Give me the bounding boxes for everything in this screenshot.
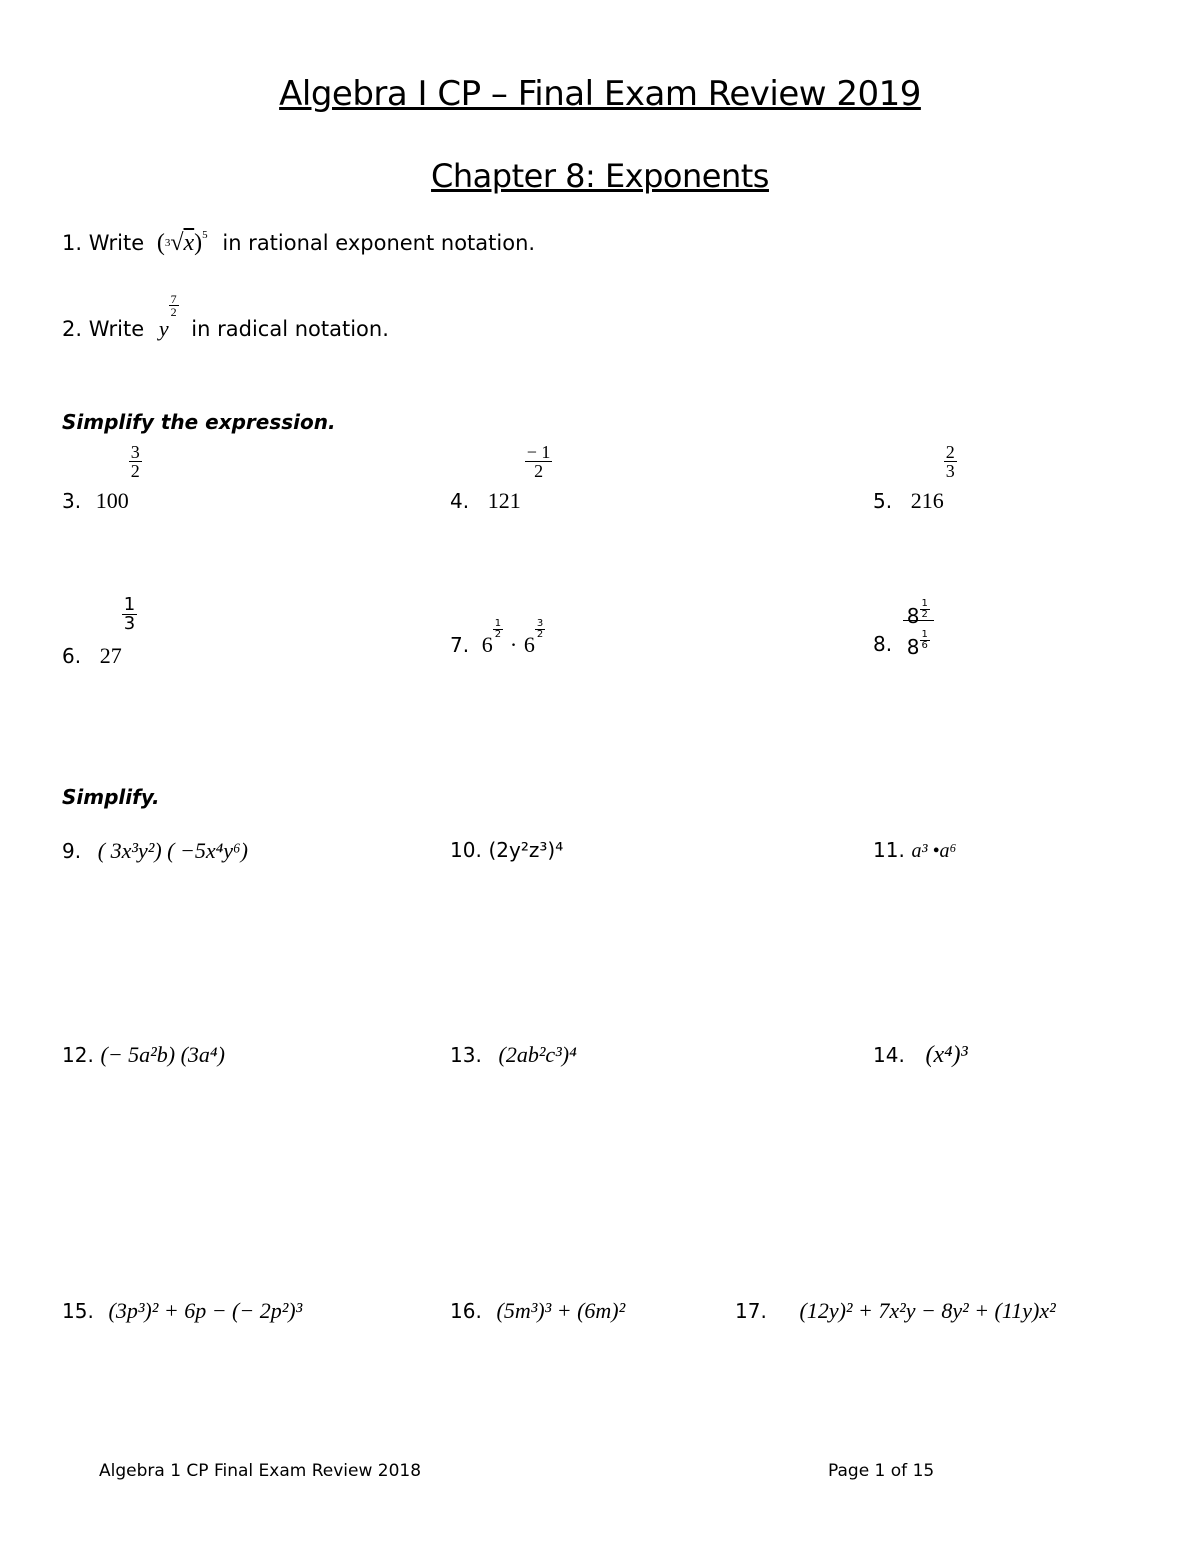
question-2-text: in radical notation. [191, 317, 389, 341]
question-9 [62, 838, 248, 864]
question-7-exponent-1 [493, 619, 503, 640]
question-7-base-2: 6 [523, 632, 535, 657]
question-7-label: 7. [450, 633, 470, 657]
exp-numerator: 2 [945, 442, 955, 462]
question-12-label: 12. [62, 1043, 94, 1067]
question-17 [735, 1298, 1056, 1324]
fraction-denominator [903, 627, 934, 659]
exp-numerator: − 1 [526, 442, 551, 462]
question-13 [450, 1042, 577, 1068]
question-12 [62, 1042, 225, 1068]
footer-document-title: Algebra 1 CP Final Exam Review 2018 [99, 1461, 422, 1481]
radicand: x [183, 230, 195, 256]
outer-exponent: 5 [202, 229, 208, 241]
exp-denominator: 2 [494, 629, 502, 640]
question-14 [873, 1042, 968, 1069]
question-16 [450, 1298, 625, 1324]
question-4 [450, 442, 552, 513]
section-heading-simplify: Simplify. [62, 785, 160, 809]
question-8-fraction [903, 596, 934, 659]
question-9-expression: ( 3x³y²) ( −5x⁴y⁶) [97, 838, 248, 863]
question-17-label: 17. [735, 1299, 767, 1323]
question-7-exponent-2 [535, 619, 545, 640]
fraction-numerator [903, 596, 934, 628]
question-11-expression: a³ •a⁶ [911, 840, 957, 862]
question-8 [873, 596, 934, 659]
question-2 [62, 292, 389, 346]
exp-denominator: 3 [123, 613, 136, 634]
question-10-label: 10. [450, 838, 482, 862]
footer-page-number: Page 1 of 15 [828, 1461, 935, 1481]
exp-denominator: 2 [921, 609, 928, 620]
question-2-base: y [158, 316, 169, 341]
question-1-label: 1. Write [62, 231, 145, 255]
question-7 [450, 618, 545, 657]
question-6-label: 6. [62, 644, 82, 668]
numerator-base: 8 [906, 604, 920, 628]
exp-numerator: 3 [536, 618, 544, 629]
question-15 [62, 1298, 302, 1324]
question-10-expression: (2y²z³)⁴ [488, 838, 564, 862]
question-10 [450, 838, 563, 862]
exp-numerator: 1 [921, 629, 928, 640]
exp-denominator: 2 [170, 305, 177, 319]
question-9-label: 9. [62, 839, 82, 863]
question-11 [873, 838, 956, 863]
exp-denominator: 2 [130, 461, 140, 481]
numerator-exponent [920, 599, 930, 620]
question-3 [62, 442, 142, 513]
page-title: Algebra I CP – Final Exam Review 2019 [279, 74, 921, 114]
question-3-label: 3. [62, 489, 82, 513]
question-16-label: 16. [450, 1299, 482, 1323]
exp-numerator: 1 [494, 618, 502, 629]
question-4-base: 121 [487, 488, 521, 513]
question-14-label: 14. [873, 1043, 905, 1067]
question-13-expression: (2ab²c³)⁴ [498, 1042, 577, 1067]
exp-denominator: 2 [536, 629, 544, 640]
exp-denominator: 2 [534, 461, 544, 481]
chapter-heading: Chapter 8: Exponents [431, 157, 769, 195]
question-16-expression: (5m³)³ + (6m)² [496, 1298, 626, 1323]
exp-numerator: 3 [130, 442, 140, 462]
denominator-base: 8 [906, 635, 920, 659]
question-15-label: 15. [62, 1299, 94, 1323]
question-2-exponent [169, 293, 179, 318]
question-14-expression: (x⁴)³ [925, 1042, 968, 1068]
exp-denominator: 3 [945, 461, 955, 481]
question-7-base-1: 6 [481, 632, 493, 657]
question-6 [62, 594, 137, 668]
exp-denominator: 6 [921, 640, 928, 651]
question-13-label: 13. [450, 1043, 482, 1067]
question-4-label: 4. [450, 489, 470, 513]
denominator-exponent [920, 630, 930, 651]
exp-numerator: 1 [921, 598, 928, 609]
question-15-expression: (3p³)² + 6p − (− 2p²)³ [108, 1298, 303, 1323]
question-5-base: 216 [910, 488, 944, 513]
section-heading-simplify-expression: Simplify the expression. [62, 410, 336, 434]
question-6-base: 27 [99, 643, 122, 668]
exp-numerator: 7 [170, 292, 177, 306]
question-5 [873, 442, 957, 513]
question-6-exponent [122, 596, 137, 633]
question-11-label: 11. [873, 838, 905, 862]
question-5-label: 5. [873, 489, 893, 513]
question-3-base: 100 [95, 488, 129, 513]
radical-index: 3 [164, 237, 171, 249]
question-2-label: 2. Write [62, 317, 145, 341]
question-1-text: in rational exponent notation. [222, 231, 536, 255]
exp-numerator: 1 [123, 594, 136, 615]
question-5-exponent [944, 443, 957, 480]
question-8-label: 8. [873, 632, 893, 656]
question-4-exponent [525, 443, 553, 480]
question-3-exponent [129, 443, 142, 480]
question-12-expression: (− 5a²b) (3a⁴) [100, 1042, 225, 1067]
question-17-expression: (12y)² + 7x²y − 8y² + (11y)x² [799, 1298, 1056, 1323]
question-1 [62, 230, 535, 257]
multiply-dot: · [509, 632, 518, 657]
question-1-expression: $(3√x)^5$ [156, 229, 208, 256]
